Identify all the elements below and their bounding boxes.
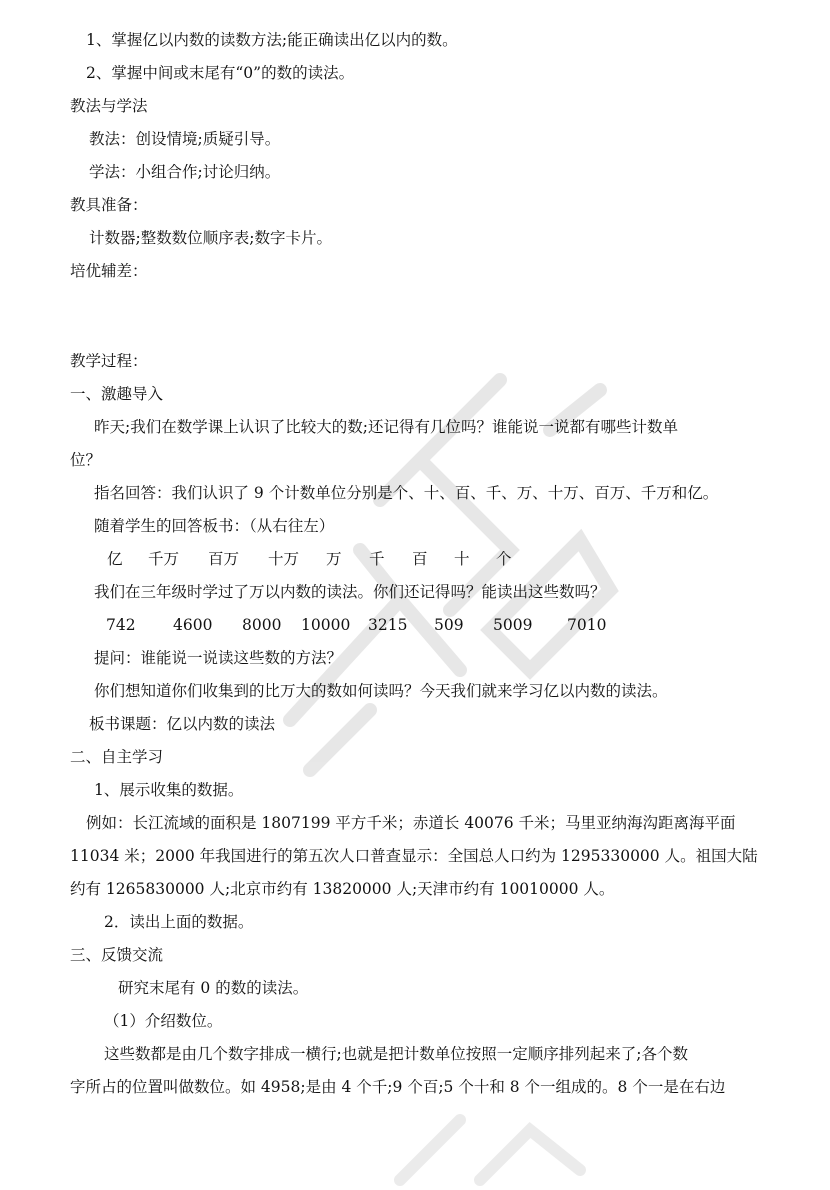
number-item: 8000 — [242, 616, 282, 634]
section2-paragraph2: 例如：长江流域的面积是 1807199 平方千米；赤道长 40076 千米；马里亚纳海沟距离海平面 — [86, 814, 736, 832]
objective-1: 1、掌握亿以内数的读数方法;能正确读出亿以内的数。 — [86, 31, 458, 49]
number-item: 742 — [106, 616, 136, 634]
unit-label: 十万 — [268, 550, 300, 568]
section3-paragraph3: 这些数都是由几个数字排成一横行;也就是把计数单位按照一定顺序排列起来了;各个数 — [104, 1045, 688, 1063]
unit-label: 千 — [369, 550, 385, 568]
tools-content: 计数器;整数数位顺序表;数字卡片。 — [89, 229, 332, 247]
section1-paragraph5: 提问：谁能说一说读这些数的方法？ — [94, 649, 343, 667]
watermark-logo-bottom — [380, 1100, 600, 1190]
number-item: 7010 — [567, 616, 607, 634]
unit-label: 个 — [496, 550, 512, 568]
section1-paragraph1: 昨天;我们在数学课上认识了比较大的数;还记得有几位吗？谁能说一说都有哪些计数单 — [94, 418, 678, 436]
number-item: 5009 — [493, 616, 533, 634]
learning-method: 学法：小组合作;讨论归纳。 — [89, 163, 281, 181]
unit-label: 亿 — [107, 550, 123, 568]
teaching-method: 教法：创设情境;质疑引导。 — [89, 130, 281, 148]
section2-title: 二、自主学习 — [70, 748, 164, 766]
units-row — [0, 548, 830, 570]
section1-paragraph3: 随着学生的回答板书：（从右往左） — [94, 517, 335, 535]
section2-paragraph1: 1、展示收集的数据。 — [94, 781, 244, 799]
section3-title: 三、反馈交流 — [70, 946, 164, 964]
section1-paragraph1-cont: 位？ — [70, 451, 102, 469]
numbers-row — [0, 614, 830, 636]
section2-paragraph2-cont1: 11034 米；2000 年我国进行的第五次人口普查显示：全国总人口约为 1295330000 人。祖国大陆 — [70, 847, 758, 865]
section1-paragraph2: 指名回答：我们认识了 9 个计数单位分别是个、十、百、千、万、十万、百万、千万和亿。 — [94, 484, 719, 502]
unit-label: 百 — [412, 550, 428, 568]
section2-paragraph2-cont2: 约有 1265830000 人;北京市约有 13820000 人;天津市约有 10010000 人。 — [70, 880, 615, 898]
unit-label: 十 — [454, 550, 470, 568]
section1-paragraph6: 你们想知道你们收集到的比万大的数如何读吗？今天我们就来学习亿以内数的读法。 — [94, 682, 668, 700]
section3-paragraph3-cont: 字所占的位置叫做数位。如 4958;是由 4 个千;9 个百;5 个十和 8 个一组成的。8 个一是在右边 — [70, 1078, 726, 1096]
support-heading: 培优辅差： — [70, 262, 148, 280]
unit-label: 百万 — [208, 550, 240, 568]
number-item: 10000 — [301, 616, 351, 634]
section3-paragraph1: 研究末尾有 0 的数的读法。 — [118, 979, 309, 997]
section1-title: 一、激趣导入 — [70, 385, 164, 403]
section1-paragraph4: 我们在三年级时学过了万以内数的读法。你们还记得吗？能读出这些数吗？ — [94, 583, 606, 601]
process-heading: 教学过程： — [70, 352, 148, 370]
section3-paragraph2: （1）介绍数位。 — [104, 1012, 223, 1030]
unit-label: 万 — [326, 550, 342, 568]
methods-heading: 教法与学法 — [70, 97, 148, 115]
lesson-title-board: 板书课题：亿以内数的读法 — [89, 715, 276, 733]
objective-2: 2、掌握中间或末尾有“0”的数的读法。 — [86, 64, 355, 82]
number-item: 4600 — [173, 616, 213, 634]
number-item: 3215 — [368, 616, 408, 634]
section2-paragraph3: 2．读出上面的数据。 — [104, 913, 254, 931]
tools-heading: 教具准备： — [70, 196, 148, 214]
number-item: 509 — [434, 616, 464, 634]
unit-label: 千万 — [148, 550, 180, 568]
